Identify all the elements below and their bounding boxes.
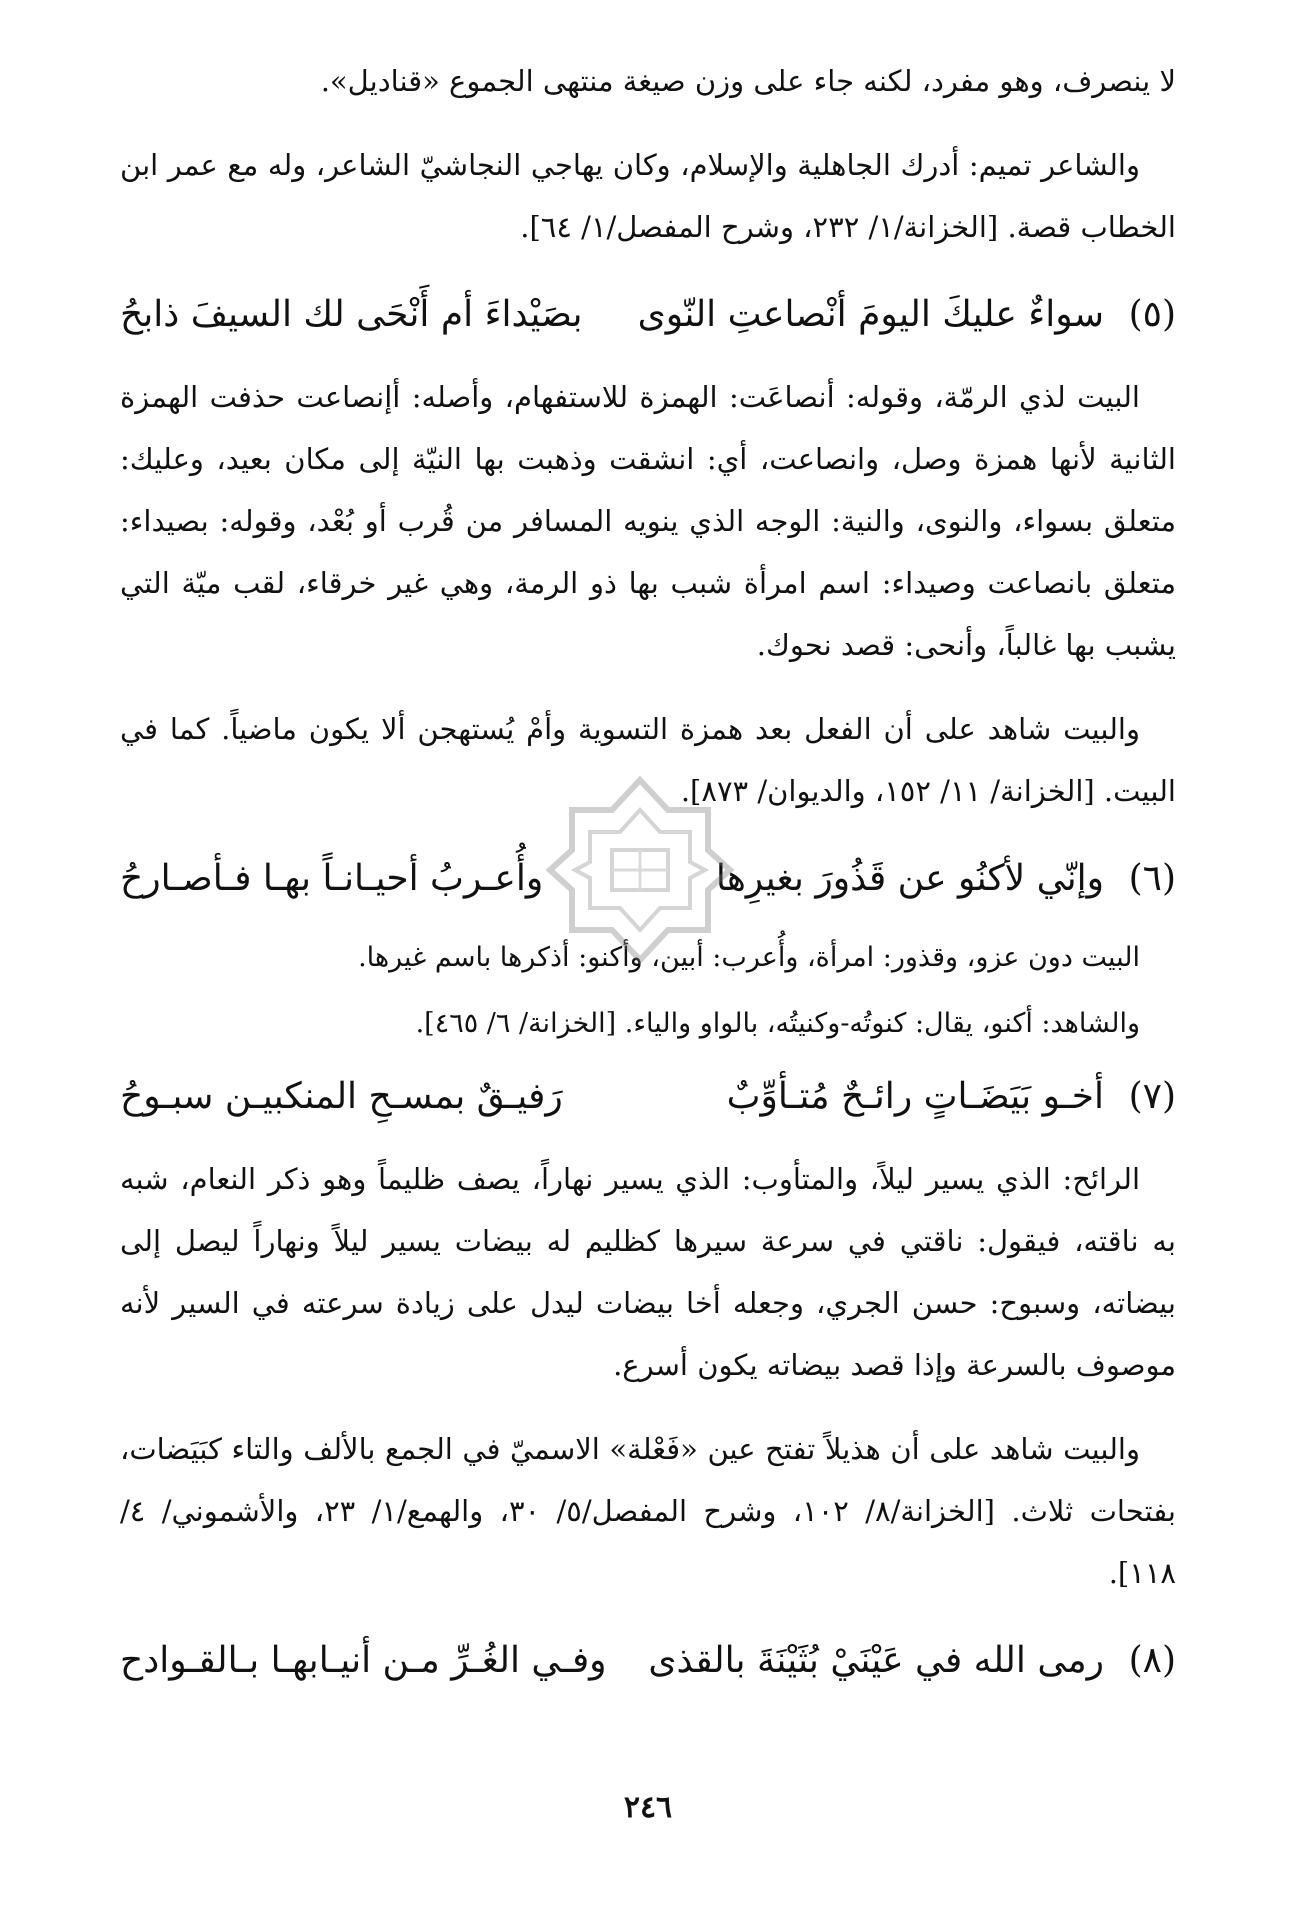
verse-number: (٧) [1128, 1076, 1176, 1117]
paragraph-2: والشاعر تميم: أدرك الجاهلية والإسلام، وكان يهاجي النجاشيّ الشاعر، وله مع عمر ابن الخطاب قصة. [الخزانة/١/ ٢٣٢، وشرح المفصل/١/ ٦٤]. [120, 148, 1176, 244]
paragraph-6: والشاهد: أكنو، يقال: كنوتُه-وكنيتُه، بالواو والياء. [الخزانة/ ٦/ ٤٦٥]. [415, 1008, 1140, 1039]
verse-8 [120, 1626, 1176, 1696]
verse-second-hemistich: رَفيـقٌ بمسـحِ المنكبيـن سبـوحُ [120, 1076, 563, 1117]
paragraph-1: لا ينصرف، وهو مفرد، لكنه جاء على وزن صيغة منتهى الجموع «قناديل». [320, 64, 1176, 98]
paragraph-8: والبيت شاهد على أن هذيلاً تفتح عين «فَعْلة» الاسميّ في الجمع بالألف والتاء كبَيَضات، بفتحات ثلاث. [الخزانة/٨/ ١٠٢، وشرح المفصل/٥/ ٣٠، والهمع/١/ ٢٣، والأشموني/ ٤/ ١١٨]. [120, 1432, 1176, 1590]
verse-6 [120, 844, 1176, 914]
verse-first-hemistich: رمى الله في عَيْنَيْ بُثَيْنَةَ بالقذى [648, 1640, 1104, 1681]
page-body [120, 50, 1176, 1712]
verse-second-hemistich: وفـي الغُـرِّ مـن أنيـابهـا بـالقـوادح [120, 1640, 607, 1681]
verse-second-hemistich: وأُعـربُ أحيـانـاً بهـا فـأصـارحُ [120, 858, 544, 899]
paragraph-7: الرائح: الذي يسير ليلاً، والمتأوب: الذي يسير نهاراً، يصف ظليماً وهو ذكر النعام، شبه به ناقته، فيقول: ناقتي في سرعة سيرها كظليم له بيضات يسير ليلاً ونهاراً ليصل إلى بيضاته، وسبوح: حسن الجري، وجعله أخا بيضات ليدل على زيادة سرعته في السير لأنه موصوف بالسرعة وإذا قصد بيضاته يكون أسرع. [120, 1162, 1176, 1382]
verse-number: (٦) [1128, 858, 1176, 899]
verse-first-hemistich: وإنّي لأكنُو عن قَذُورَ بغيرِها [715, 858, 1104, 899]
verse-second-hemistich: بصَيْداءَ أم أَنْحَى لك السيفَ ذابحُ [120, 294, 583, 335]
verse-number: (٥) [1128, 294, 1176, 335]
verse-7 [120, 1062, 1176, 1132]
page-number: ٢٤٦ [623, 1790, 673, 1825]
verse-first-hemistich: أخـو بَيَضَـاتٍ رائـحٌ مُتـأوِّبٌ [726, 1076, 1104, 1117]
verse-number: (٨) [1128, 1640, 1176, 1681]
paragraph-5: البيت دون عزو، وقذور: امرأة، وأُعرب: أبين، وأكنو: أذكرها باسم غيرها. [358, 942, 1140, 973]
paragraph-4: والبيت شاهد على أن الفعل بعد همزة التسوية وأمْ يُستهجن ألا يكون ماضياً. كما في البيت. [الخزانة/ ١١/ ١٥٢، والديوان/ ٨٧٣]. [120, 712, 1176, 808]
verse-first-hemistich: سواءٌ عليكَ اليومَ أنْصاعتِ النّوى [637, 294, 1104, 335]
verse-5 [120, 280, 1176, 350]
paragraph-3: البيت لذي الرمّة، وقوله: أنصاعَت: الهمزة للاستفهام، وأصله: أإنصاعت حذفت الهمزة الثانية لأنها همزة وصل، وانصاعت، أي: انشقت وذهبت بها النيّة إلى مكان بعيد، وعليك: متعلق بسواء، والنوى، والنية: الوجه الذي ينويه المسافر من قُرب أو بُعْد، وقوله: بصيداء: متعلق بانصاعت وصيداء: اسم امرأة شبب بها ذو الرمة، وهي غير خرقاء، لقب ميّة التي يشبب بها غالباً، وأنحى: قصد نحوك. [120, 380, 1176, 662]
